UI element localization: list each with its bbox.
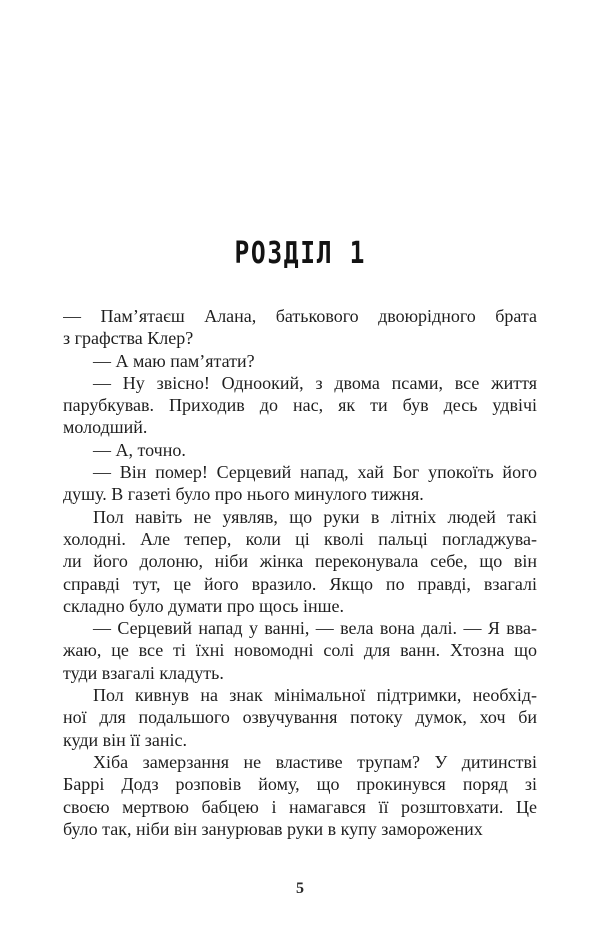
text-line: душу. В газеті було про нього минулого тижня. [63,484,424,505]
page-number: 5 [296,880,304,897]
text-line: було так, ніби він занурював руки в купу заморожених [63,818,483,839]
text-line: Пол кивнув на знак мінімальної підтримки, необхід- [93,685,537,706]
text-line: холодні. Але тепер, коли ці кволі пальці погладжува- [63,528,537,549]
text-line: Хіба замерзання не властиве трупам? У дитинстві [93,751,537,772]
text-line: складно було думати про щось інше. [63,595,344,616]
text-line: жаю, це все ті їхні новомодні солі для ванн. Хтозна що [63,640,537,661]
text-line: молодший. [63,417,148,438]
text-line: куди він її заніс. [63,729,188,750]
text-line: — Пам’ятаєш Алана, батькового двоюрідного брата [63,306,537,326]
text-line: своєю мертвою бабцею і намагався її розштовхати. Це [63,796,537,817]
text-line: Баррі Додз розповів йому, що прокинувся поряд зі [63,774,537,795]
text-block [63,305,537,840]
text-line: — Серцевий напад у ванні, — вела вона далі. — Я вва- [93,618,537,639]
text-line: — Він помер! Серцевий напад, хай Бог упокоїть його [93,462,537,483]
text-line: Пол навіть не уявляв, що руки в літніх людей такі [93,506,537,527]
text-line: з графства Клер? [63,328,194,349]
text-line: туди взагалі кладуть. [63,662,224,683]
text-line: парубкував. Приходив до нас, як ти був десь удвічі [63,395,537,416]
text-line: справді тут, це його вразило. Якщо по правді, взагалі [63,573,537,594]
chapter-title [0,236,600,271]
text-line: — Ну звісно! Одноокий, з двома псами, все життя [93,372,537,393]
chapter-title-text: РОЗДІЛ 1 [234,236,366,271]
text-line: ної для подальшого озвучування потоку думок, хоч би [63,707,537,728]
text-line: ли його долоню, ніби жінка переконувала себе, що він [63,551,537,572]
text-line: — А, точно. [93,439,186,460]
text-line: — А маю пам’ятати? [93,350,255,371]
